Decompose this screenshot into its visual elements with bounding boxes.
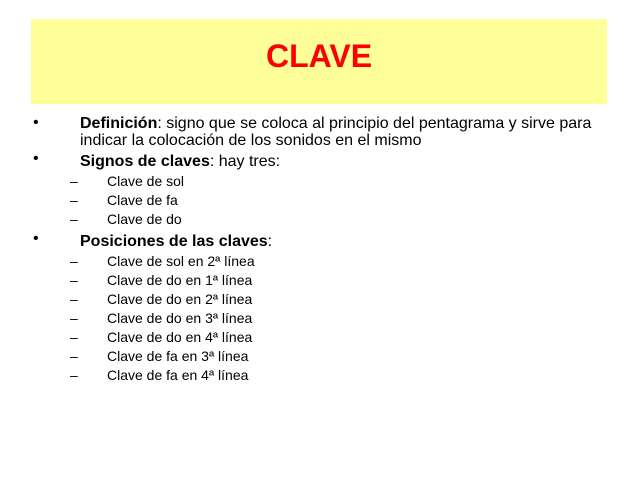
title-band bbox=[31, 19, 607, 104]
signos-subitem: Clave de sol bbox=[107, 173, 185, 189]
dash-icon: – bbox=[70, 291, 78, 307]
bullet-posiciones-bold: Posiciones de las claves bbox=[80, 233, 268, 250]
posiciones-subitem: Clave de fa en 4ª línea bbox=[107, 367, 249, 383]
posiciones-subitem: Clave de fa en 3ª línea bbox=[107, 348, 249, 364]
posiciones-subitem: Clave de do en 1ª línea bbox=[107, 272, 253, 288]
bullet-icon: • bbox=[33, 114, 39, 131]
dash-icon: – bbox=[70, 348, 78, 364]
bullet-signos-bold: Signos de claves bbox=[80, 153, 210, 170]
dash-icon: – bbox=[70, 310, 78, 326]
slide-title: CLAVE bbox=[265, 38, 373, 74]
posiciones-subitem: Clave de do en 3ª línea bbox=[107, 310, 253, 326]
posiciones-subitem: Clave de sol en 2ª línea bbox=[107, 253, 255, 269]
posiciones-subitem: Clave de do en 2ª línea bbox=[107, 291, 253, 307]
dash-icon: – bbox=[70, 367, 78, 383]
dash-icon: – bbox=[70, 173, 78, 189]
bullet-signos-rest: : hay tres: bbox=[209, 153, 281, 170]
bullet-icon: • bbox=[33, 150, 39, 167]
bullet-icon: • bbox=[33, 230, 39, 247]
dash-icon: – bbox=[70, 253, 78, 269]
dash-icon: – bbox=[70, 211, 78, 227]
posiciones-subitem: Clave de do en 4ª línea bbox=[107, 329, 253, 345]
bullet-posiciones-rest: : bbox=[267, 233, 273, 250]
dash-icon: – bbox=[70, 272, 78, 288]
dash-icon: – bbox=[70, 192, 78, 208]
bullet-definicion-rest: : signo que se coloca al principio del pentagrama y sirve para indicar la colocación de los sonidos en el mismo bbox=[80, 115, 592, 149]
dash-icon: – bbox=[70, 329, 78, 345]
signos-subitem: Clave de do bbox=[107, 211, 182, 227]
signos-subitem: Clave de fa bbox=[107, 192, 178, 208]
bullet-definicion bbox=[80, 115, 600, 149]
bullet-posiciones bbox=[80, 233, 600, 250]
bullet-definicion-bold: Definición bbox=[80, 115, 158, 132]
bullet-signos bbox=[80, 153, 600, 170]
